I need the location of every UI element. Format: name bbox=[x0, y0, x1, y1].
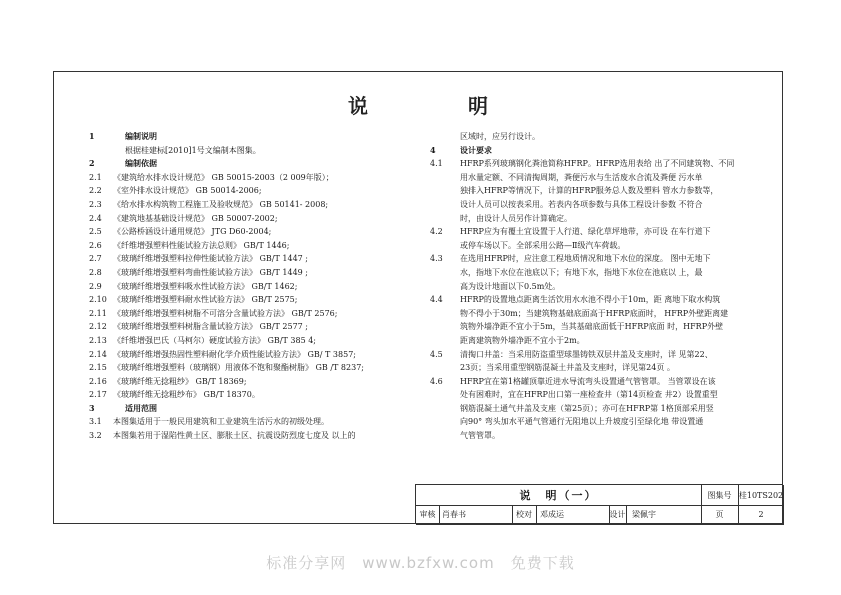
reference-item: 2.5 《公路桥涵设计通用规范》 JTG D60-2004; bbox=[89, 227, 272, 237]
reference-item: 2.15 《玻璃纤维增强塑料（玻璃钢）用液体不饱和聚酯树脂》 GB /T 8237; bbox=[89, 363, 364, 373]
requirement-line: 气管管罩。 bbox=[460, 431, 500, 441]
reference-item: 2.11 《玻璃纤维增强塑料树脂不可溶分含量试验方法》 GB/T 2576; bbox=[89, 308, 338, 318]
requirement-line: 4.2 HFRP应为有覆土宜设置于人行道、绿化草坪地带，亦可设 在车行道下 bbox=[430, 227, 711, 237]
section-text: 根据桂建标[2010]1号文编制本图集。 bbox=[125, 145, 261, 155]
requirement-line: 4.4 HFRP的设置地点距离生活饮用水水池不得小于10m，距 离地下取水构筑 bbox=[430, 295, 721, 305]
list-item: 3.2 本图集若用于湿陷性黄土区、膨胀土区、抗震设防烈度七度及 以上的 bbox=[89, 431, 356, 441]
section-heading: 4 设计要求 bbox=[430, 144, 492, 155]
requirement-line: 23页；当采用重型钢筋混凝土井盖及支座时，详见第24页 。 bbox=[460, 363, 675, 373]
reference-item: 2.13 《纤维增强巴氏（马柯尔）硬度试验方法》 GB/T 385 4; bbox=[89, 335, 316, 345]
requirement-line: 高为设计地面以下0.5m处。 bbox=[460, 281, 561, 291]
reference-item: 2.1 《建筑给水排水设计规范》 GB 50015-2003（2 009年版）； bbox=[89, 172, 334, 182]
requirement-line: 时，由设计人员另作计算确定。 bbox=[460, 213, 572, 223]
drawing-title: 说 明（一） bbox=[519, 489, 598, 502]
requirement-line: 设计人员可以按表采用。若表内各项参数与具体工程设计参数 不符合 bbox=[460, 199, 703, 209]
left-column bbox=[89, 130, 419, 443]
requirement-line: 钢筋混凝土通气井盖及支座（第25页）；亦可在HFRP第 1格顶部采用竖 bbox=[460, 403, 714, 413]
reference-item: 2.17 《玻璃纤维无捻粗纱布》 GB/T 18370。 bbox=[89, 390, 260, 400]
atlas-number-label: 图集号 bbox=[707, 490, 732, 500]
designer-name: 梁佩宇 bbox=[632, 510, 656, 519]
reference-item: 2.6 《纤维增强塑料性能试验方法总则》 GB/T 1446; bbox=[89, 240, 290, 250]
section-heading: 1 编制说明 bbox=[89, 131, 157, 141]
requirement-line: 独排入HFRP等情况下，计算的HFRP服务总人数及塑料 管水力参数等， bbox=[460, 186, 719, 196]
reference-item: 2.9 《玻璃纤维增强塑料吸水性试验方法》 GB/T 1462; bbox=[89, 281, 298, 291]
design-label: 设计 bbox=[609, 510, 626, 519]
page-title: 说 明 bbox=[348, 94, 528, 118]
page-label: 页 bbox=[715, 510, 724, 519]
requirement-line: 处有困难时，宜在HFRP出口第一座检查井（第14页检查 井2）设置重型 bbox=[460, 390, 718, 400]
reference-item: 2.10 《玻璃纤维增强塑料耐水性试验方法》 GB/T 2575; bbox=[89, 295, 298, 305]
requirement-line: 4.1 HFRP系列玻璃钢化粪池简称HFRP。HFRP选用表给 出了不同建筑物、不同 bbox=[430, 159, 735, 169]
reference-item: 2.4 《建筑地基基础设计规范》 GB 50007-2002; bbox=[89, 213, 278, 223]
requirement-line: 向90° 弯头加水平通气管通行无阻地以上升坡度引至绿化地 带设置通 bbox=[460, 417, 704, 427]
right-column bbox=[430, 130, 768, 443]
reference-item: 2.7 《玻璃纤维增强塑料拉伸性能试验方法》 GB/T 1447 ; bbox=[89, 254, 308, 264]
title-block bbox=[415, 484, 783, 524]
reference-item: 2.14 《玻璃纤维增强热固性塑料耐化学介质性能试验方法》 GB/ T 3857; bbox=[89, 349, 356, 359]
list-item: 3.1 本图集适用于一般民用建筑和工业建筑生活污水的初级处理。 bbox=[89, 417, 329, 427]
requirement-line: 4.6 HFRP宜在第1格罐顶靠近进水导流弯头设置通气管管罩。 当管罩设在该 bbox=[430, 376, 716, 386]
requirement-line: 4.3 在选用HFRP时，应注意工程地质情况和地下水位的深度。 图中无地下 bbox=[430, 254, 711, 264]
requirement-line: 筑物外墙净距不宜小于5m，当其基础底面低于HFRP底面 时，HFRP外壁 bbox=[460, 322, 724, 332]
requirement-line: 水，指地下水位在池底以下；有地下水，指地下水位在池底以 上，最 bbox=[460, 267, 703, 277]
reference-item: 2.3 《给水排水构筑物工程施工及验收规范》 GB 50141- 2008; bbox=[89, 199, 329, 209]
section-heading: 3 适用范围 bbox=[89, 402, 157, 413]
reference-item: 2.16 《玻璃纤维无捻粗纱》 GB/T 18369; bbox=[89, 376, 247, 386]
reference-item: 2.12 《玻璃纤维增强塑料树脂含量试验方法》 GB/T 2577 ; bbox=[89, 322, 308, 332]
requirement-line: 或停车场以下。全部采用公路—Ⅱ级汽车荷载。 bbox=[460, 240, 626, 250]
check-label: 校对 bbox=[516, 510, 532, 519]
reference-list bbox=[89, 171, 419, 402]
requirement-line: 距离建筑物外墙净距不宜小于2m。 bbox=[460, 335, 585, 345]
requirement-line: 用水量定额、不同清掏周期，粪便污水与生活废水合流及粪便 污水单 bbox=[460, 172, 703, 182]
atlas-number: 桂10TS202 bbox=[738, 490, 784, 500]
reviewer-name: 肖春书 bbox=[442, 510, 466, 519]
requirement-line: 物不得小于30m；当建筑物基础底面高于HFRP底面时， HFRP外壁距离建 bbox=[460, 308, 729, 318]
section-heading: 2 编制依据 bbox=[89, 158, 157, 169]
section-text: 区域时，应另行设计。 bbox=[460, 132, 540, 141]
review-label: 审核 bbox=[419, 510, 436, 519]
reference-item: 2.8 《玻璃纤维增强塑料弯曲性能试验方法》 GB/T 1449 ; bbox=[89, 267, 308, 277]
checker-name: 邓成运 bbox=[540, 510, 564, 519]
requirement-list bbox=[430, 157, 768, 442]
requirement-line: 4.5 清掏口井盖：当采用防盗重型球墨铸铁双层井盖及支座时，详 见第22、 bbox=[430, 349, 713, 359]
page-number: 2 bbox=[758, 510, 764, 519]
reference-item: 2.2 《室外排水设计规范》 GB 50014-2006; bbox=[89, 186, 262, 196]
drawing-sheet bbox=[53, 71, 783, 524]
watermark-footer: 标准分享网 www.bzfxw.com 免费下载 bbox=[266, 554, 575, 572]
